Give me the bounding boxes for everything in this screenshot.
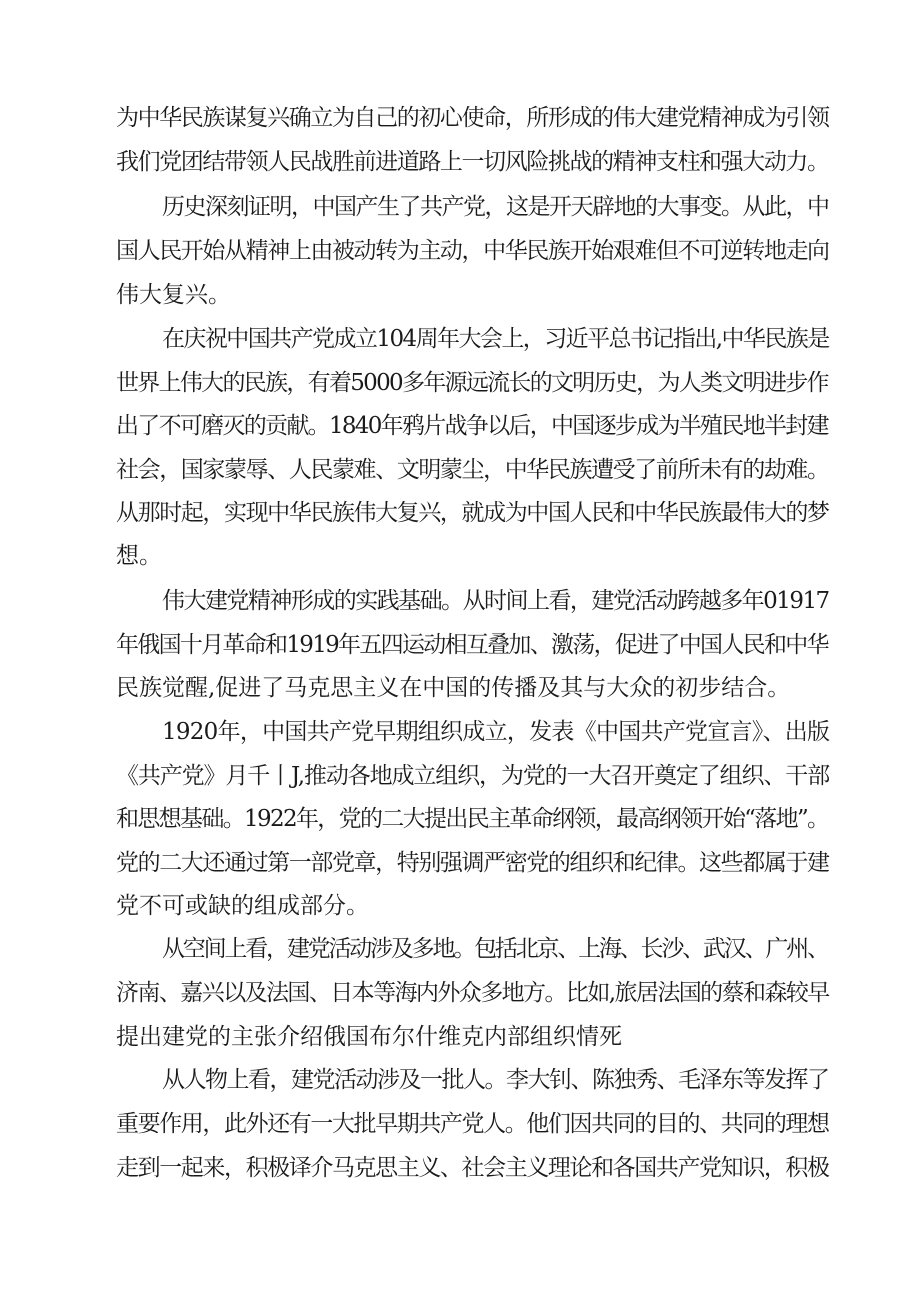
text-line: 和思想基础。1922年，党的二大提出民主革命纲领，最高纲领开始“落地”。 [116, 806, 829, 832]
text-line: 伟大复兴。 [116, 282, 231, 308]
text-line: 我们党团结带领人民战胜前进道路上一切风险挑战的精神支柱和强大动力。 [116, 149, 829, 175]
text-line: 想。 [116, 543, 162, 569]
text-line: 从那时起，实现中华民族伟大复兴，就成为中国人民和中华民族最伟大的梦 [116, 500, 829, 526]
paragraph-start: 伟大建党精神形成的实践基础。从时间上看，建党活动跨越多年01917 [162, 588, 829, 614]
text-line: 党的二大还通过第一部党章，特别强调严密党的组织和纪律。这些都属于建 [116, 850, 829, 876]
paragraph-start: 从人物上看，建党活动涉及一批人。李大钊、陈独秀、毛泽东等发挥了 [162, 1067, 829, 1093]
paragraph-start: 在庆祝中国共产党成立104周年大会上，习近平总书记指出,中华民族是 [162, 326, 829, 352]
paragraph-start: 1920年，中国共产党早期组织成立，发表《中国共产党宣言》、出版 [162, 719, 830, 745]
text-line: 走到一起来，积极译介马克思主义、社会主义理论和各国共产党知识，积极 [116, 1155, 829, 1181]
text-line: 《共产党》月千丨J,推动各地成立组织，为党的一大召开奠定了组织、干部 [116, 763, 830, 789]
text-line: 重要作用，此外还有一大批早期共产党人。他们因共同的目的、共同的理想 [116, 1111, 829, 1137]
text-line: 济南、嘉兴以及法国、日本等海内外众多地方。比如,旅居法国的蔡和森较早 [116, 980, 829, 1006]
text-line: 出了不可磨灭的贡献。1840年鸦片战争以后，中国逐步成为半殖民地半封建 [116, 413, 828, 439]
text-line: 世界上伟大的民族，有着5000多年源远流长的文明历史，为人类文明进步作 [116, 370, 828, 396]
text-line: 社会，国家蒙辱、人民蒙难、文明蒙尘，中华民族遭受了前所未有的劫难。 [116, 457, 829, 483]
text-line: 年俄国十月革命和1919年五四运动相互叠加、激荡，促进了中国人民和中华 [116, 632, 828, 658]
text-line: 为中华民族谋复兴确立为自己的初心使命，所形成的伟大建党精神成为引领 [116, 105, 829, 131]
paragraph-start: 历史深刻证明，中国产生了共产党，这是开天辟地的大事变。从此，中 [162, 194, 829, 220]
text-line: 提出建党的主张介绍俄国布尔什维克内部组织情死 [116, 1024, 622, 1050]
text-line: 民族觉醒,促进了马克思主义在中国的传播及其与大众的初步结合。 [116, 675, 791, 701]
paragraph-start: 从空间上看，建党活动涉及多地。包括北京、上海、长沙、武汉、广州、 [162, 936, 828, 962]
text-line: 党不可或缺的组成部分。 [116, 893, 369, 919]
text-line: 国人民开始从精神上由被动转为主动，中华民族开始艰难但不可逆转地走向 [116, 238, 829, 264]
